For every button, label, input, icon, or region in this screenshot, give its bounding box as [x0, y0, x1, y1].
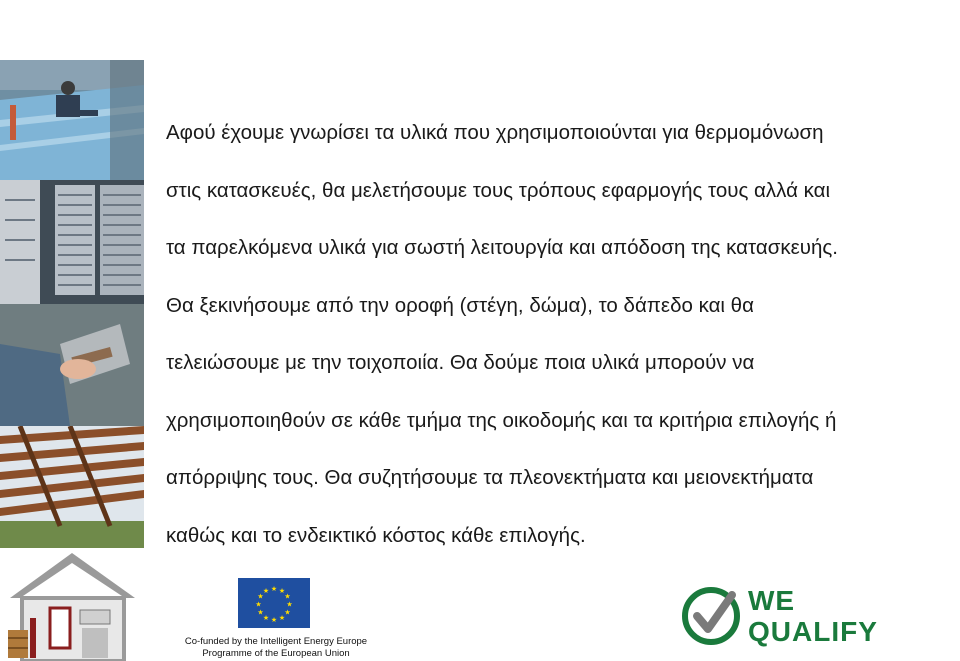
svg-text:★: ★: [257, 592, 264, 601]
svg-text:★: ★: [286, 600, 293, 609]
insulation-boards-photo: [0, 60, 144, 180]
we-qualify-logo: [680, 585, 890, 651]
svg-text:★: ★: [278, 587, 286, 595]
paragraph-2-line-5: καθώς και το ενδεικτικό κόστος κάθε επιλογής.: [166, 523, 586, 547]
paragraph-1-line-1: Αφού έχουμε γνωρίσει τα υλικά που χρησιμοποιούνται για θερμομόνωση: [166, 121, 824, 144]
paragraph-2-line-3: χρησιμοποιηθούν σε κάθε τμήμα της οικοδομής και τα κριτήρια επιλογής ή: [166, 408, 837, 432]
checkmark-circle-icon: [680, 585, 742, 647]
plastering-photo: [0, 304, 144, 426]
eu-caption: [176, 636, 376, 660]
eu-cofunding-block: [176, 578, 376, 661]
paragraph-1: [166, 115, 956, 288]
logo-wordmark: [748, 585, 878, 647]
slide-body: [166, 115, 956, 575]
paragraph-1-line-3: τα παρελκόμενα υλικά για σωστή λειτουργία και απόδοση της κατασκευής.: [166, 236, 838, 259]
pergola-photo: [0, 426, 144, 550]
slide-title: [190, 0, 960, 90]
paragraph-2-line-2: τελειώσουμε με την τοιχοποιία. Θα δούμε ποια υλικά μπορούν να: [166, 351, 755, 374]
svg-text:★: ★: [257, 608, 264, 617]
eu-caption-line-2: Programme of the European Union: [202, 648, 350, 659]
paragraph-2-line-4: απόρριψης τους. Θα συζητήσουμε τα πλεονεκτήματα και μειονεκτήματα: [166, 466, 814, 489]
eu-caption-line-1: Co-funded by the Intelligent Energy Europe: [184, 636, 368, 647]
svg-text:★: ★: [262, 587, 270, 595]
eu-flag-icon: [238, 578, 310, 628]
svg-text:★: ★: [278, 614, 286, 622]
svg-text:★: ★: [270, 585, 278, 593]
paragraph-1-line-2: στις κατασκευές, θα μελετήσουμε τους τρόπους εφαρμογής τους αλλά και: [166, 178, 831, 202]
svg-text:★: ★: [284, 592, 291, 601]
paragraph-2-line-1: Θα ξεκινήσουμε από την οροφή (στέγη, δώμα), το δάπεδο και θα: [166, 293, 754, 317]
svg-text:★: ★: [270, 616, 278, 624]
logo-line-2: QUALIFY: [748, 616, 878, 647]
svg-text:★: ★: [284, 608, 291, 617]
svg-text:★: ★: [262, 614, 270, 622]
house-illustration: [0, 548, 145, 661]
paragraph-2: [166, 288, 956, 576]
shutters-photo: [0, 180, 144, 304]
svg-text:★: ★: [255, 600, 262, 609]
photo-strip: [0, 60, 144, 550]
logo-line-1: WE: [748, 585, 796, 616]
